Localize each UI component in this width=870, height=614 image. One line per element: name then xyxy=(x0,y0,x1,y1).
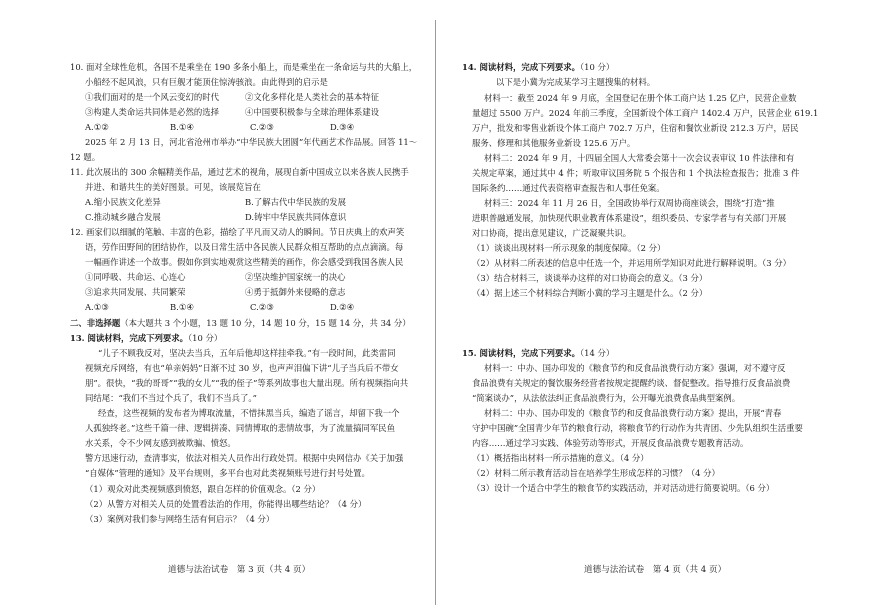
q10-option-3: ③构建人类命运共同体是必然的选择 xyxy=(85,107,219,117)
q11-option-b: B.了解古代中华民族的发展 xyxy=(245,197,346,207)
q14-material3-line1: 材料三：2024 年 11 月 26 日，全国政协举行双周协商座谈会，围绕“打造”推 xyxy=(484,198,775,208)
section-2-desc: （本大题共 3 个小题，13 题 10 分，14 题 10 分，15 题 14 分，共 34 分） xyxy=(120,318,411,328)
q14-material1-line1: 材料一：截至 2024 年 9 月底，全国登记在册个体工商户达 1.25 亿户，民营企业数 xyxy=(484,93,797,103)
q10-choice-a: A.①② xyxy=(85,122,109,132)
q14-requirement-4: （4）据上述三个材料综合判断小冀的学习主题是什么。（2 分） xyxy=(472,288,708,298)
q15-material1-line2: 食品浪费有关规定的餐饮服务经营者按规定提醒约谈、督促整改。指导推行反食品浪费 xyxy=(472,378,791,388)
q14-material1-line3: 万户，批发和零售业新设个体工商户 702.7 万户，住宿和餐饮业新设 212.3 万户，居民 xyxy=(472,123,799,133)
q14-material2-line1: 材料二：2024 年 9 月，十四届全国人大常委会第十一次会议表审议 10 件法律和有 xyxy=(484,153,795,163)
q10-choice-c: C.②③ xyxy=(250,122,274,132)
q10-stem-line1: 10. 面对全球性危机，各国不是乘坐在 190 多条小船上，而是乘坐在一条命运与共的大船上， xyxy=(70,62,418,72)
q12-choice-c: C.②③ xyxy=(250,302,274,312)
page-3-footer: 道德与法治试卷 第 3 页（共 4 页） xyxy=(168,565,311,575)
q15-material2-line3: 内容……通过学习实践、体验劳动等形式，开展反食品浪费专题教育活动。 xyxy=(472,438,749,448)
q13-material-line8: 警方迅速行动，查清事实，依法对相关人员作出行政处罚。根据中央网信办《关于加强 xyxy=(85,453,404,463)
q10-stem-line2: 小船经不起风浪，只有巨舰才能顶住惊涛骇浪。由此得到的启示是 xyxy=(85,77,328,87)
q15-material2-line2: 守护中国碗”全国青少年节约粮食行动，将粮食节约行动作为共青团、少先队组织生活重要 xyxy=(472,423,803,433)
q15-requirement-1: （1）概括指出材料一所示措施的意义。（4 分） xyxy=(472,453,649,463)
q15-requirement-3: （3）设计一个适合中学生的粮食节约实践活动，并对活动进行简要说明。（6 分） xyxy=(472,483,775,493)
q13-material-line1: “儿子不顾我反对，坚决去当兵，五年后他却这样挂牵我。”有一段时间，此类雷同 xyxy=(98,348,396,358)
q11-option-d: D.铸牢中华民族共同体意识 xyxy=(245,212,347,222)
q14-requirement-2: （2）从材料二所表述的信息中任选一个，并运用所学知识对此进行解释说明。（3 分） xyxy=(472,258,791,268)
q13-material-line7: 水关系，令不少网友感到被欺骗、愤怒。 xyxy=(85,438,236,448)
section-2-title: 二、非选择题 xyxy=(70,318,121,328)
q13-requirement-2: （2）从警方对相关人员的处置看法治的作用，你能得出哪些结论？（4 分） xyxy=(85,499,367,509)
q13-material-line3: 朋”。很快，“我的哥哥”“我的女儿”“我的侄子”等系列故事也大量出现。所有视频指向共 xyxy=(85,378,409,388)
q14-material1-line4: 服务、修理和其他服务业新设 125.6 万户。 xyxy=(472,138,636,148)
q12-choice-a: A.①③ xyxy=(85,302,109,312)
q15-score: （14 分） xyxy=(580,348,615,358)
q13-heading xyxy=(70,333,222,344)
q11-12-intro-line2: 12 题。 xyxy=(70,152,101,162)
q13-material-line2: 视频充斥网络，有也“单亲妈妈”日渐不过 30 岁，也声声泪偏下讲“儿子当兵后不带女 xyxy=(85,363,399,373)
q13-score: （10 分） xyxy=(188,333,223,343)
q12-option-4: ④勇于抵御外来侵略的意志 xyxy=(245,287,346,297)
q11-option-c: C.推动城乡融合发展 xyxy=(85,212,161,222)
q13-material-line4: 同结尾：“我们不当过个兵了，我们不当兵了。” xyxy=(85,393,257,403)
q14-requirement-1: （1）谈谈出现材料一所示现象的制度保障。（2 分） xyxy=(472,243,666,253)
q12-choice-d: D.②④ xyxy=(330,302,355,312)
q11-stem-line1: 11. 此次展出的 300 余幅精美作品，通过艺术的视角，展现自新中国成立以来各族人民携手 xyxy=(70,167,409,177)
exam-page-4 xyxy=(436,0,870,614)
q12-choice-b: B.①④ xyxy=(170,302,194,312)
q15-material1-line3: “简案谈办”，从法依法纠正食品浪费行为，公开曝光浪费食品典型案例。 xyxy=(472,393,741,403)
q12-option-1: ①同呼吸、共命运、心连心 xyxy=(85,272,186,282)
q10-choice-d: D.③④ xyxy=(330,122,355,132)
q14-score: （10 分） xyxy=(580,62,615,72)
q11-12-intro-line1: 2025 年 2 月 13 日，河北省沧州市举办“中华民族大团圆”年代画艺术作品展。回答 11～ xyxy=(85,137,418,147)
q12-option-2: ②坚决维护国家统一的决心 xyxy=(245,272,346,282)
q14-heading xyxy=(462,62,614,73)
q13-requirement-3: （3）案例对我们参与网络生活有何启示？（4 分） xyxy=(85,514,275,524)
q14-material3-line2: 进职普融通发展，加快现代职业教育体系建设”，组织委员、专家学者与有关部门开展 xyxy=(472,213,787,223)
q13-material-line5: 经查，这些视频的发布者为博取流量，不惜抹黑当兵，编造了谣言，却留下我一个 xyxy=(98,408,400,418)
q14-material2-line3: 国际条约……通过代表资格审查报告和人事任免案。 xyxy=(472,183,665,193)
q10-option-2: ②文化多样化是人类社会的基本特征 xyxy=(245,92,379,102)
q14-intro: 以下是小冀为完成某学习主题搜集的材料。 xyxy=(496,77,656,87)
q15-head: 15. 阅读材料，完成下列要求。 xyxy=(462,348,580,358)
q10-option-1: ①我们面对的是一个风云变幻的时代 xyxy=(85,92,219,102)
q14-material3-line3: 对口协商，提出意见建议，广泛凝聚共识。 xyxy=(472,228,632,238)
q15-heading xyxy=(462,348,614,359)
section-2-heading xyxy=(70,318,411,329)
q10-choice-b: B.①④ xyxy=(170,122,194,132)
q12-stem-line2: 语，劳作田野间的团结协作，以及日常生活中各民族人民群众相互帮助的点点滴滴。每 xyxy=(85,242,404,252)
q14-head: 14. 阅读材料，完成下列要求。 xyxy=(462,62,580,72)
q12-option-3: ③追求共同发展、共同繁荣 xyxy=(85,287,186,297)
page-4-footer: 道德与法治试卷 第 4 页（共 4 页） xyxy=(584,565,727,575)
q12-stem-line3: 一幅画作讲述一个故事。假如你到实地观赏这些精美的画作，你会感受到我国各族人民 xyxy=(85,257,404,267)
q13-head: 13. 阅读材料，完成下列要求。 xyxy=(70,333,188,343)
q15-requirement-2: （2）材料二所示教育活动旨在培养学生形成怎样的习惯？（4 分） xyxy=(472,468,720,478)
q11-stem-line2: 并进、和谐共生的美好图景。可见，该展览旨在 xyxy=(85,182,261,192)
q11-option-a: A.缩小民族文化差异 xyxy=(85,197,161,207)
q10-option-4: ④中国要积极参与全球治理体系建设 xyxy=(245,107,379,117)
q14-requirement-3: （3）结合材料三，谈谈举办这样的对口协商会的意义。（3 分） xyxy=(472,273,708,283)
q15-material1-line1: 材料一：中办、国办印发的《粮食节约和反食品浪费行动方案》强调，对不遵守反 xyxy=(484,363,786,373)
q12-stem-line1: 12. 画家们以细腻的笔触、丰富的色彩，描绘了平凡而又动人的瞬间。节日庆典上的欢声笑 xyxy=(70,227,405,237)
q14-material1-line2: 量超过 5500 万户。2024 年前三季度，全国新设个体工商户 1402.4 万户，民营企业 619.1 xyxy=(472,108,819,118)
q15-material2-line1: 材料二：中办、国办印发的《粮食节约和反食品浪费行动方案》提出，开展“青春 xyxy=(484,408,782,418)
q13-requirement-1: （1）观众对此类视频感到愤怒，跟自怎样的价值观念。（2 分） xyxy=(85,484,321,494)
q14-material2-line2: 关规定草案，通过其中 4 件；听取审议国务院 5 个报告和 1 个执法检查报告；批准 3 件 xyxy=(472,168,800,178)
q13-material-line9: “自媒体”管理的通知》及平台规则，多平台也对此类视频账号进行封号处置。 xyxy=(85,468,370,478)
q13-material-line6: 人孤独终老。”这些千篇一律、逻辑拼凑、同情博取的悲情故事，为了流量搞同军民鱼 xyxy=(85,423,395,433)
